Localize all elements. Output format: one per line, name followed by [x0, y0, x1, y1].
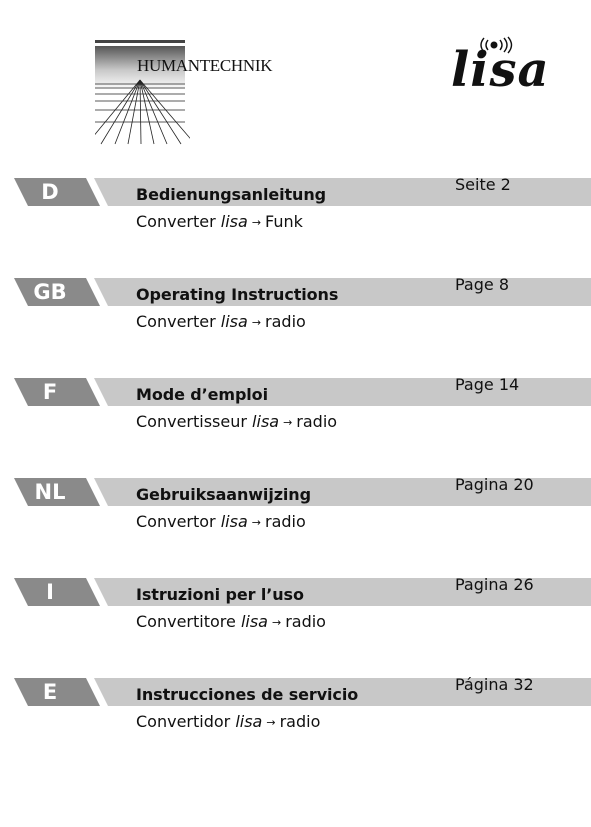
page-reference: Pagina 20 [455, 475, 534, 494]
page-reference: Seite 2 [455, 175, 511, 194]
language-code: E [42, 680, 58, 704]
page-reference: Page 8 [455, 275, 509, 294]
page-reference: Página 32 [455, 675, 534, 694]
section-title: Operating Instructions [136, 285, 339, 304]
section-german [0, 175, 591, 248]
lisa-wordmark: lisa [451, 42, 550, 98]
arrow-icon: → [251, 216, 262, 229]
language-code: GB [33, 280, 67, 304]
section-french [0, 375, 591, 448]
section-title: Instrucciones de servicio [136, 685, 359, 704]
section-subtitle: Converter lisa → Funk [136, 212, 303, 231]
language-code: NL [34, 480, 66, 504]
section-title: Gebruiksaanwijzing [136, 485, 311, 504]
section-dutch [0, 475, 591, 548]
arrow-icon: → [271, 616, 282, 629]
section-english [0, 275, 591, 348]
section-subtitle: Convertor lisa → radio [136, 512, 306, 531]
arrow-icon: → [266, 716, 276, 729]
arrow-icon: → [251, 316, 262, 329]
section-spanish [0, 675, 591, 748]
language-code: D [41, 180, 59, 204]
section-subtitle: Convertidor lisa → radio [136, 712, 321, 731]
arrow-icon: → [283, 416, 293, 429]
arrow-icon: → [251, 516, 261, 529]
language-code: F [42, 380, 58, 404]
brand-name: HUMANTECHNIK [137, 56, 273, 75]
page-reference: Pagina 26 [455, 575, 534, 594]
lisa-logo [448, 36, 548, 100]
section-italian [0, 575, 591, 648]
section-title: Bedienungsanleitung [136, 185, 326, 204]
language-code: I [46, 580, 54, 604]
section-subtitle: Convertitore lisa → radio [136, 612, 326, 631]
section-title: Istruzioni per l’uso [136, 585, 304, 604]
section-subtitle: Convertisseur lisa → radio [136, 412, 338, 431]
page-reference: Page 14 [455, 375, 520, 394]
section-subtitle: Converter lisa → radio [136, 312, 306, 331]
section-title: Mode d’emploi [136, 385, 268, 404]
